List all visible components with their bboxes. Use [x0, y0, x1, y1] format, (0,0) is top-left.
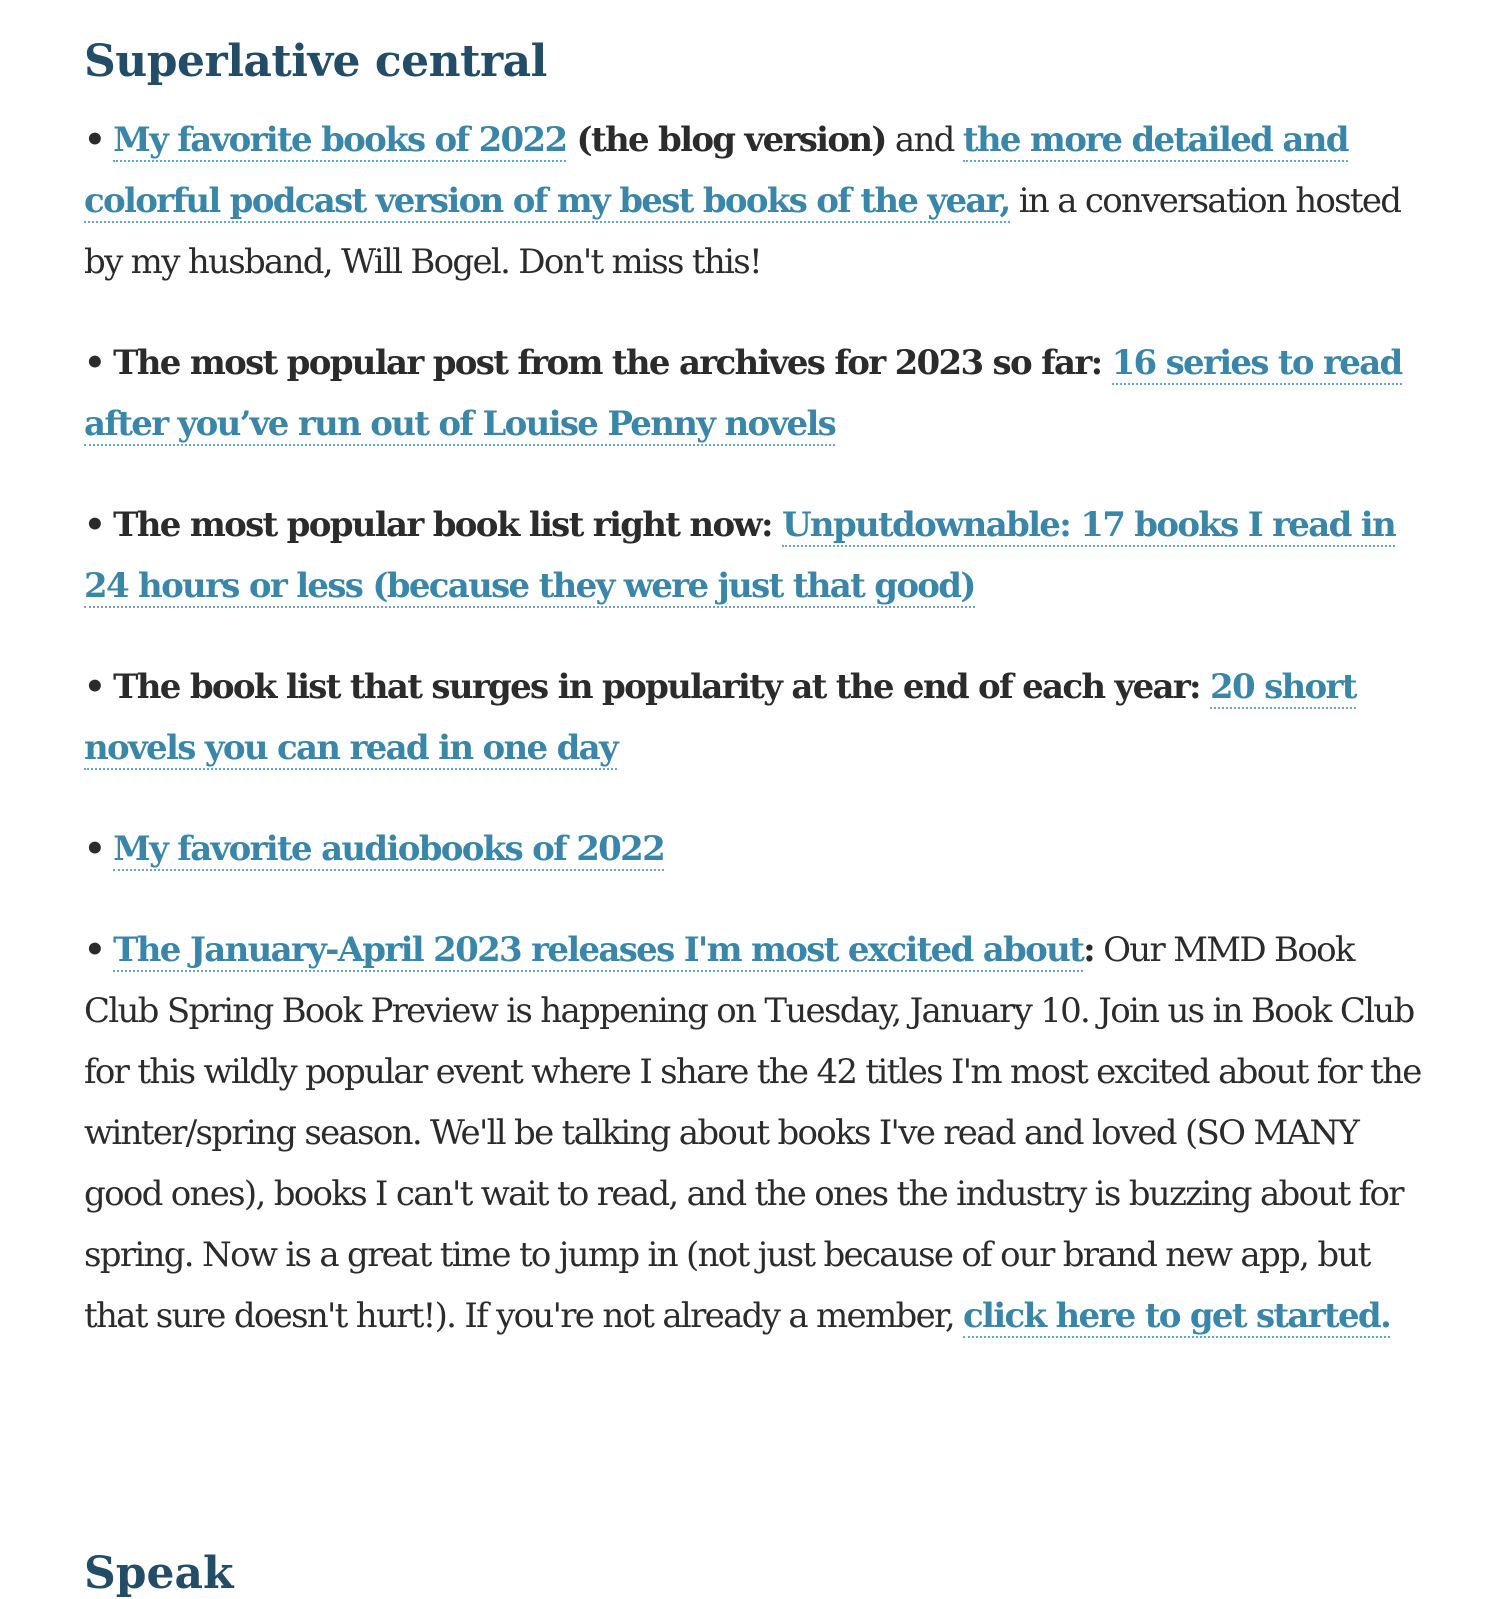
list-item-popular-book-list [84, 495, 1436, 617]
releases-link[interactable]: The January-April 2023 releases I'm most excited about [113, 930, 1084, 970]
podcast-version-link[interactable]: the more detailed and colorful podcast version of my best books of the year, [84, 120, 1348, 221]
list-item-popular-post [84, 333, 1436, 455]
favorite-books-link[interactable]: My favorite books of 2022 [113, 120, 567, 160]
bullet: • [84, 343, 105, 383]
blog-version-note: (the blog version) [566, 120, 886, 160]
list-item-audiobooks [84, 819, 1436, 880]
connector-text: and [885, 120, 963, 160]
favorite-audiobooks-link[interactable]: My favorite audiobooks of 2022 [113, 829, 665, 869]
list-item-releases [84, 920, 1436, 1347]
bullet: • [84, 505, 105, 545]
next-section-heading-fragment [84, 1548, 304, 1599]
popular-post-label: The most popular post from the archives for 2023 so far: [113, 343, 1112, 383]
list-item-surging-list [84, 657, 1436, 779]
bullet: • [84, 829, 105, 869]
next-section-heading: Speak [84, 1548, 234, 1599]
louise-penny-series-link[interactable]: 16 series to read after you’ve run out of Louise Penny novels [84, 343, 1402, 444]
podcast-description: in a conversation hosted by my husband, Will Bogel. Don't miss this! [84, 181, 1401, 282]
unputdownable-link[interactable]: Unputdownable: 17 books I read in 24 hours or less (because they were just that good) [84, 505, 1396, 606]
section-heading: Superlative central [84, 36, 547, 87]
get-started-link[interactable]: click here to get started. [963, 1296, 1391, 1336]
book-club-description: Our MMD Book Club Spring Book Preview is happening on Tuesday, January 10. Join us in Book Club for this wildly popular event where I share the 42 titles I'm most excited about for the winter/spring season. We'll be talking about books I've read and loved (SO MANY good ones), books I can't wait to read, and the ones the industry is buzzing about for spring. Now is a great time to jump in (not just because of our brand new app, but that sure doesn't hurt!). If you're not already a member, [84, 930, 1421, 1336]
colon: : [1083, 930, 1094, 970]
article-content [84, 30, 1436, 1347]
short-novels-link[interactable]: 20 short novels you can read in one day [84, 667, 1356, 768]
surging-list-label: The book list that surges in popularity at the end of each year: [113, 667, 1211, 707]
bullet: • [84, 120, 105, 160]
bullet: • [84, 930, 105, 970]
list-item-favorite-books [84, 110, 1436, 293]
popular-book-list-label: The most popular book list right now: [113, 505, 782, 545]
bullet: • [84, 667, 105, 707]
